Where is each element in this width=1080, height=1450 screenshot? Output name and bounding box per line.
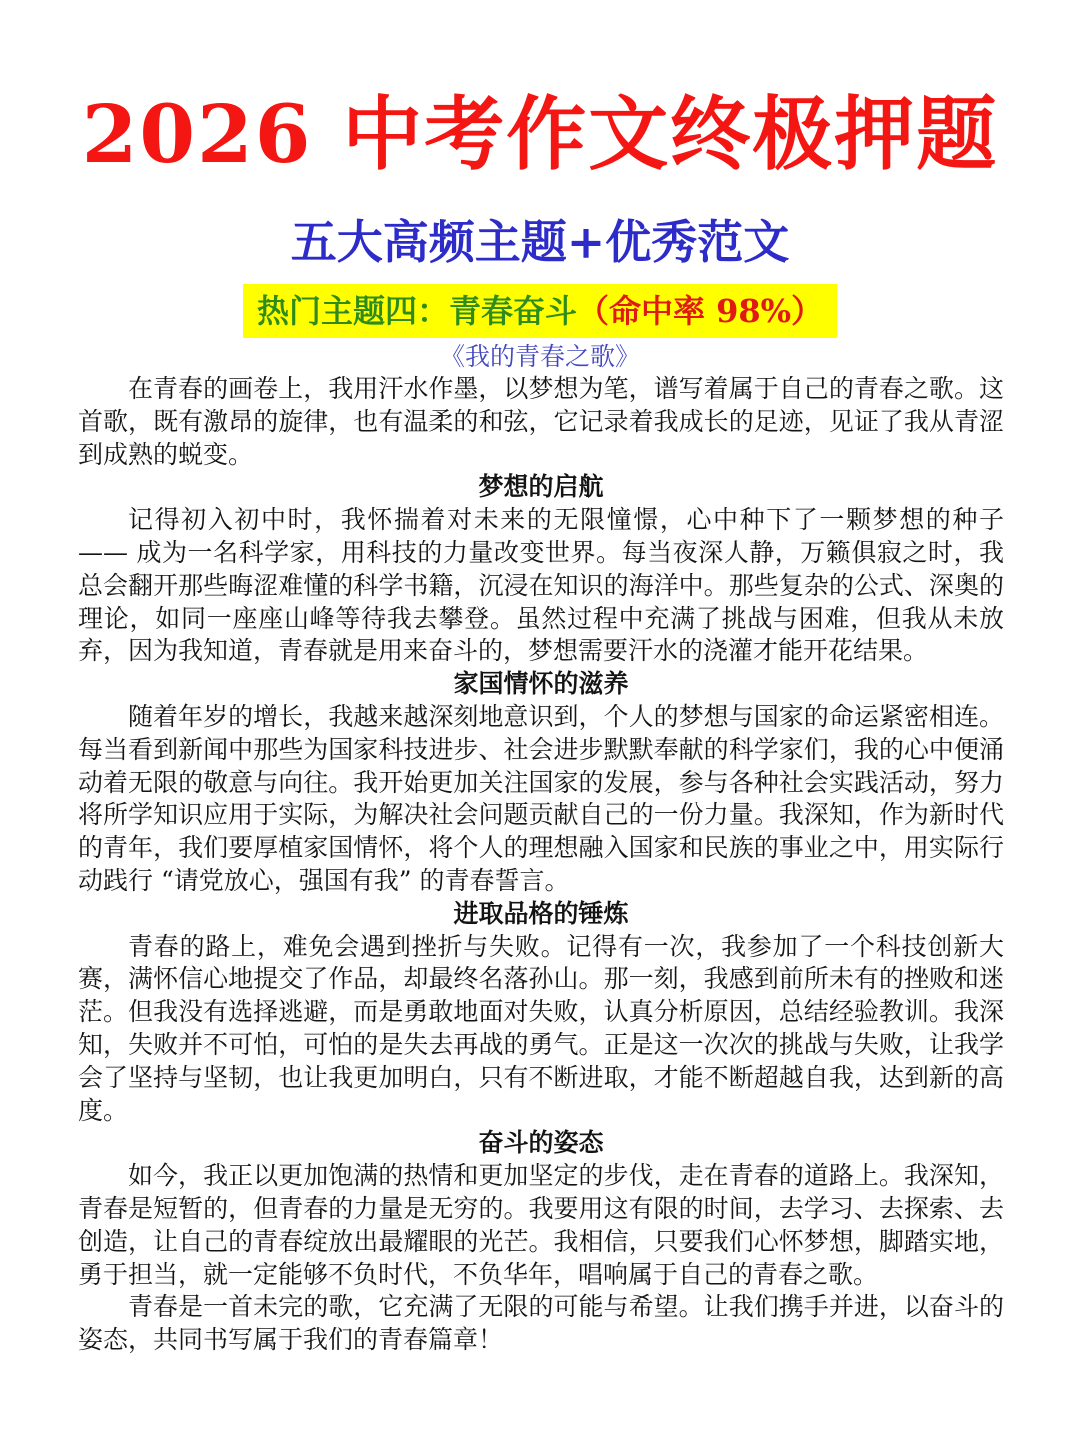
section-paragraph: 青春的路上，难免会遇到挫折与失败。记得有一次，我参加了一个科技创新大赛，满怀信心地提交了作品，却最终名落孙山。那一刻，我感到前所未有的挫败和迷茫。但我没有选择逃避，而是勇敢地面对失败，认真分析原因，总结经验教训。我深知，失败并不可怕，可怕的是失去再战的勇气。正是这一次次的挑战与失败，让我学会了坚持与坚韧，也让我更加明白，只有不断进取，才能不断超越自我，达到新的高度。	[78, 931, 1004, 1125]
section-paragraph: 如今，我正以更加饱满的热情和更加坚定的步伐，走在青春的道路上。我深知，青春是短暂的，但青春的力量是无穷的。我要用这有限的时间，去学习、去探索、去创造，让自己的青春绽放出最耀眼的光芒。我相信，只要我们心怀梦想，脚踏实地，勇于担当，就一定能够不负时代，不负华年，唱响属于自己的青春之歌。	[78, 1161, 1004, 1289]
essay-body	[78, 373, 1004, 1357]
essay-title: 《我的青春之歌》	[439, 342, 640, 371]
topic-banner-wrap	[0, 284, 1080, 338]
intro-paragraph: 在青春的画卷上，我用汗水作墨，以梦想为笔，谱写着属于自己的青春之歌。这首歌，既有激昂的旋律，也有温柔的和弦，它记录着我成长的足迹，见证了我从青涩到成熟的蜕变。	[78, 374, 1004, 469]
conclusion-paragraph: 青春是一首未完的歌，它充满了无限的可能与希望。让我们携手并进，以奋斗的姿态，共同书写属于我们的青春篇章！	[78, 1292, 1004, 1355]
section-heading: 进取品格的锤炼	[453, 898, 629, 928]
topic-banner	[243, 284, 837, 338]
main-title: 2026 中考作文终极押题	[81, 87, 999, 181]
section-heading: 家国情怀的滋养	[453, 669, 629, 699]
topic-label: 热门主题四：青春奋斗	[256, 292, 577, 330]
section-paragraph: 记得初入初中时，我怀揣着对未来的无限憧憬，心中种下了一颗梦想的种子 —— 成为一名科学家，用科技的力量改变世界。每当夜深人静，万籁俱寂之时，我总会翻开那些晦涩难懂的科学书籍，沉浸在知识的海洋中。那些复杂的公式、深奥的理论，如同一座座山峰等待我去攀登。虽然过程中充满了挑战与困难，但我从未放弃，因为我知道，青春就是用来奋斗的，梦想需要汗水的浇灌才能开花结果。	[78, 505, 1004, 666]
subtitle: 五大高频主题+优秀范文	[290, 215, 790, 269]
section-heading: 梦想的启航	[478, 472, 604, 502]
topic-hit-rate: （命中率 98%）	[576, 292, 824, 330]
section-heading: 奋斗的姿态	[478, 1128, 604, 1158]
section-paragraph: 随着年岁的增长，我越来越深刻地意识到，个人的梦想与国家的命运紧密相连。每当看到新闻中那些为国家科技进步、社会进步默默奉献的科学家们，我的心中便涌动着无限的敬意与向往。我开始更加关注国家的发展，参与各种社会实践活动，努力将所学知识应用于实际，为解决社会问题贡献自己的一份力量。我深知，作为新时代的青年，我们要厚植家国情怀，将个人的理想融入国家和民族的事业之中，用实际行动践行 “请党放心，强国有我” 的青春誓言。	[78, 701, 1004, 895]
